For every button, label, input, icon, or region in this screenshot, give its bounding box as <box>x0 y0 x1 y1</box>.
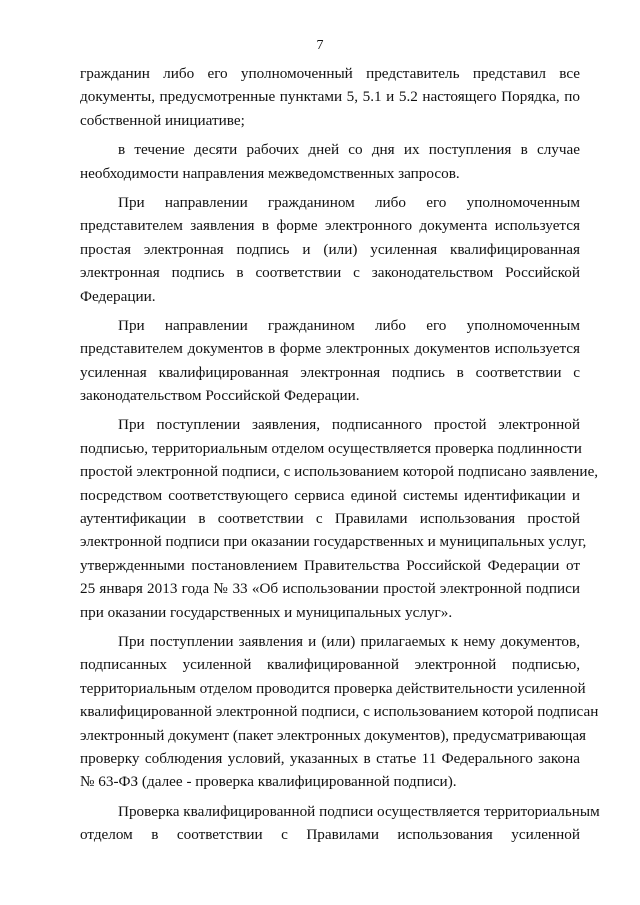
text-line: подписью, территориальным отделом осуществляется проверка подлинности <box>80 439 582 457</box>
text-line: усиленная квалифицированная электронная подпись в соответствии с <box>80 363 580 381</box>
text-line: Федерации. <box>80 287 156 305</box>
text-line: 25 января 2013 года № 33 «Об использовании простой электронной подписи <box>80 580 580 598</box>
text-line: простой электронной подписи, с использованием которой подписано заявление, <box>80 463 599 481</box>
text-line: При поступлении заявления, подписанного простой электронной <box>118 416 580 434</box>
document-body <box>80 62 600 847</box>
text-line: подписанных усиленной квалифицированной электронной подписью, <box>80 656 580 674</box>
text-line: электронный документ (пакет электронных документов), предусматривающая <box>80 726 587 744</box>
text-line: законодательством Российской Федерации. <box>80 387 360 405</box>
text-line: № 63-ФЗ (далее - проверка квалифицированной подписи). <box>80 773 457 791</box>
text-line: необходимости направления межведомственных запросов. <box>80 164 460 182</box>
text-line: утвержденными постановлением Правительства Российской Федерации от <box>80 556 580 574</box>
text-line: документы, предусмотренные пунктами 5, 5.1 и 5.2 настоящего Порядка, по <box>80 88 580 106</box>
text-line: собственной инициативе; <box>80 111 245 129</box>
text-line: проверку соблюдения условий, указанных в статье 11 Федерального закона <box>80 749 580 767</box>
text-line: электронной подписи при оказании государственных и муниципальных услуг, <box>80 533 587 551</box>
text-line: простая электронная подпись и (или) усиленная квалифицированная <box>80 240 580 258</box>
text-line: территориальным отделом проводится проверка действительности усиленной <box>80 679 586 697</box>
text-line: При направлении гражданином либо его уполномоченным <box>118 193 580 211</box>
text-line: При направлении гражданином либо его уполномоченным <box>118 316 580 334</box>
text-line: в течение десяти рабочих дней со дня их поступления в случае <box>118 141 580 159</box>
text-line: Проверка квалифицированной подписи осуществляется территориальным <box>118 802 600 820</box>
text-line: аутентификации в соответствии с Правилами использования простой <box>80 510 580 528</box>
text-line: гражданин либо его уполномоченный представитель представил все <box>80 65 580 82</box>
text-line: посредством соответствующего сервиса единой системы идентификации и <box>80 486 580 504</box>
page-number: 7 <box>316 38 324 53</box>
text-line: электронная подпись в соответствии с законодательством Российской <box>80 264 580 282</box>
text-line: При поступлении заявления и (или) прилагаемых к нему документов, <box>118 632 580 650</box>
text-line: отделом в соответствии с Правилами использования усиленной <box>80 826 580 844</box>
text-line: представителем документов в форме электронных документов используется <box>80 340 580 358</box>
text-line: при оказании государственных и муниципальных услуг». <box>80 603 453 621</box>
text-line: представителем заявления в форме электронного документа используется <box>80 217 580 235</box>
text-line: квалифицированной электронной подписи, с использованием которой подписан <box>80 703 599 721</box>
